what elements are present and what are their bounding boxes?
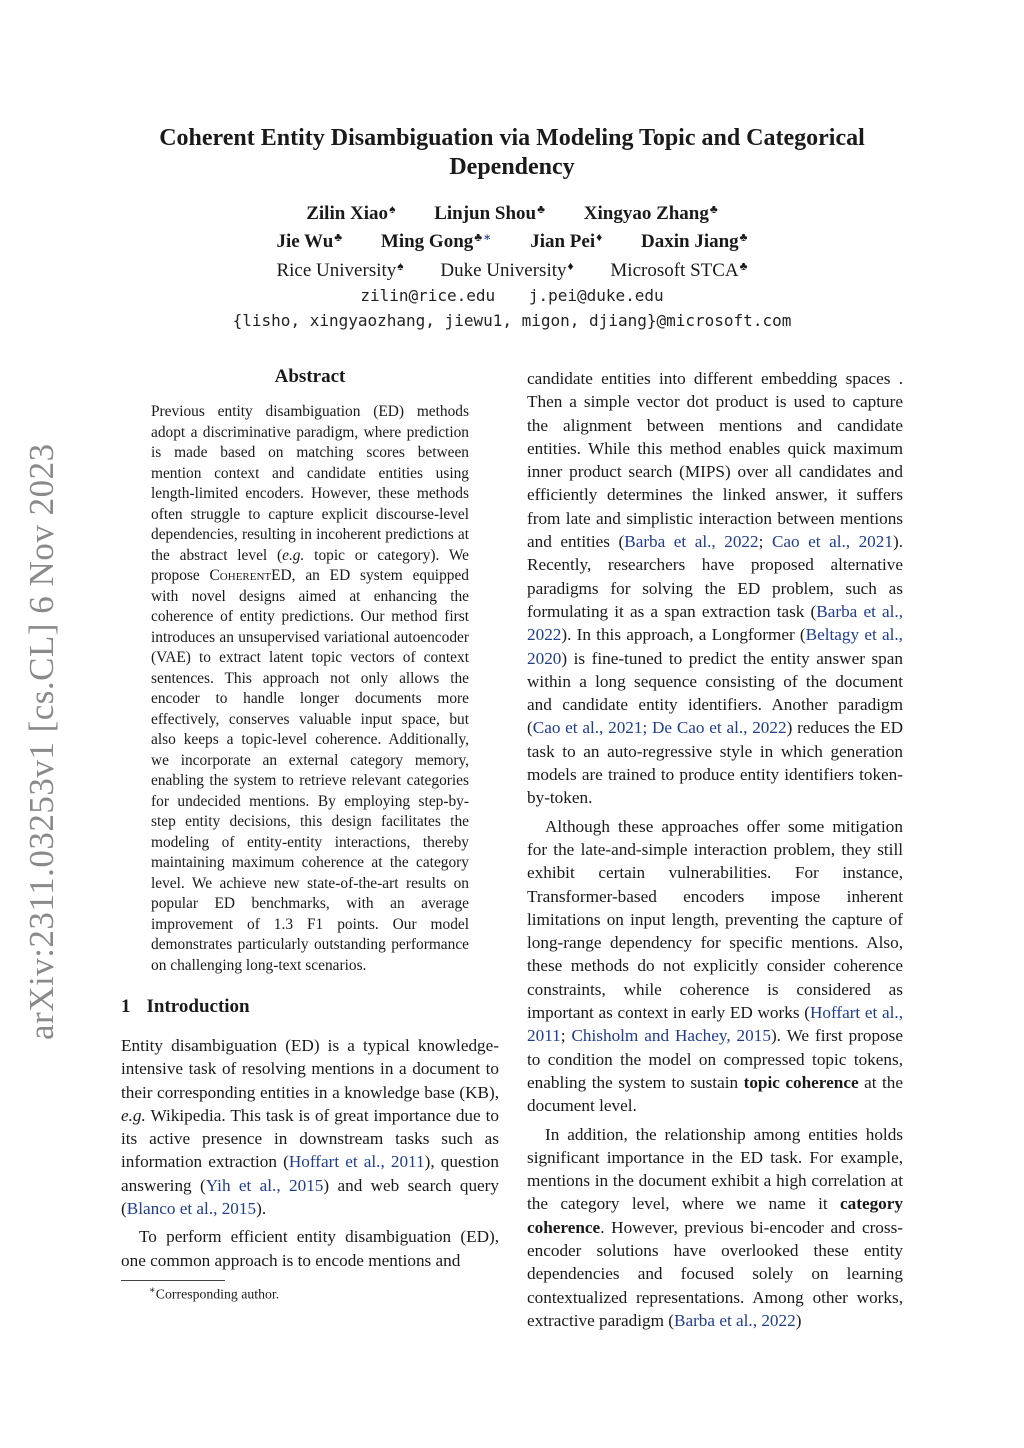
- author: Linjun Shou♣: [434, 202, 545, 224]
- affiliation-mark: ♠: [389, 202, 396, 216]
- affiliation-mark: ♣: [474, 230, 483, 244]
- author-row-2: [120, 230, 904, 253]
- citation-link[interactable]: Cao et al., 2021: [771, 532, 893, 552]
- intro-paragraph-2: To perform efficient entity disambiguation (ED), one common approach is to encode mentions and: [121, 1227, 499, 1270]
- affiliation: Duke University♦: [440, 259, 574, 281]
- citation-link[interactable]: Barba et al., 2022: [527, 601, 903, 645]
- right-paragraph-1: candidate entities into different embedding spaces . Then a simple vector dot product is used to capture the alignment between mentions and candidate entities. While this method enables quick maximum inner product search (MIPS) over all candidates and efficiently determines the linked answer, it suffers from late and simplistic interaction between mentions and entities (Barba et al., 2022; Cao et al., 2021). Recently, researchers have proposed alternative paradigms for solving the ED problem, such as formulating it as a span extraction task (Barba et al., 2022). In this approach, a Longformer (Beltagy et al., 2020) is fine-tuned to predict the entity answer span within a long sequence consisting of the document and candidate entity identifiers. Another paradigm (Cao et al., 2021; De Cao et al., 2022) reduces the ED task to an auto-regressive style in which generation models are trained to produce entity identifiers token-by-token.: [527, 369, 904, 808]
- citation-link[interactable]: Chisholm and Hachey, 2015: [571, 1026, 771, 1046]
- affiliation-mark: ♦: [596, 230, 603, 244]
- system-name: CoherentED: [209, 567, 292, 584]
- author: Ming Gong♣∗: [380, 230, 492, 252]
- emphasis-topic-coherence: topic coherence: [743, 1072, 859, 1092]
- citation-link[interactable]: Beltagy et al., 2020: [527, 625, 903, 668]
- author: Daxin Jiang♣: [641, 230, 748, 252]
- citation-link[interactable]: Cao et al., 2021; De Cao et al., 2022: [532, 718, 787, 738]
- section-heading-introduction: 1 Introduction: [121, 996, 250, 1017]
- email-row-1: [120, 286, 904, 305]
- affiliation-mark: ♣: [537, 202, 545, 216]
- affiliation-mark: ♦: [567, 259, 574, 273]
- author: Jian Pei♦: [530, 230, 603, 252]
- citation-link[interactable]: Hoffart et al., 2011: [527, 1003, 903, 1046]
- footnote-divider: [121, 1280, 225, 1281]
- affiliation-mark: ♠: [397, 259, 404, 273]
- affiliation-mark: ♣: [334, 230, 343, 244]
- affiliation: Rice University♠: [276, 259, 404, 281]
- abstract-body: Previous entity disambiguation (ED) methods adopt a discriminative paradigm, where prediction is made based on matching scores between mention context and candidate entities using length-limited encoders. However, these methods often struggle to capture explicit discourse-level dependencies, resulting in incoherent predictions at the abstract level (e.g. topic or category). We propose CoherentED, an ED system equipped with novel designs aimed at enhancing the coherence of entity predictions. Our method first introduces an unsupervised variational autoencoder (VAE) to extract latent topic vectors of context sentences. This approach not only allows the encoder to handle longer documents more effectively, conserves valuable input space, but also keeps a topic-level coherence. Additionally, we incorporate an external category memory, enabling the system to retrieve relevant categories for undecided mentions. By employing step-by-step entity decisions, this design facilitates the modeling of entity-entity interactions, thereby maintaining maximum coherence at the category level. We achieve new state-of-the-art results on popular ED benchmarks, with an average improvement of 1.3 F1 points. Our model demonstrates particularly outstanding performance on challenging long-text scenarios.: [151, 403, 469, 974]
- corresponding-author-mark[interactable]: ∗: [483, 230, 492, 244]
- footnote: ∗Corresponding author.: [149, 1284, 280, 1302]
- affiliation-mark: ♣: [739, 259, 748, 273]
- email: zilin@rice.edu: [360, 286, 496, 305]
- footnote-mark: ∗: [149, 1284, 156, 1296]
- left-column: [121, 366, 499, 1303]
- author: Jie Wu♣: [276, 230, 343, 252]
- email-row-2: [120, 311, 904, 330]
- citation-link[interactable]: Barba et al., 2022: [673, 1310, 796, 1330]
- emphasis-category-coherence: category coherence: [527, 1194, 903, 1237]
- author: Zilin Xiao♠: [306, 202, 396, 224]
- citation-link[interactable]: Hoffart et al., 2011: [288, 1152, 425, 1172]
- intro-paragraph-1: Entity disambiguation (ED) is a typical knowledge-intensive task of resolving mentions in a document to their corresponding entities in a knowledge base (KB), e.g. Wikipedia. This task is of great importance due to its active presence in downstream tasks such as information extraction (Hoffart et al., 2011), question answering (Yih et al., 2015) and web search query (Blanco et al., 2015).: [121, 1036, 499, 1219]
- right-paragraph-2: Although these approaches offer some mitigation for the late-and-simple interaction problem, they still exhibit certain vulnerabilities. For instance, Transformer-based encoders impose inherent limitations on input length, preventing the capture of long-range dependency for specific mentions. Also, these methods do not explicitly consider coherence constraints, while coherence is considered as important as context in early ED works (Hoffart et al., 2011; Chisholm and Hachey, 2015). We first propose to condition the model on compressed topic tokens, enabling the system to sustain topic coherence at the document level.: [527, 816, 904, 1116]
- author-row-1: [120, 202, 904, 225]
- right-paragraph-3: In addition, the relationship among entities holds significant importance in the ED task. For example, mentions in the document exhibit a high correlation at the category level, where we name it category coherence. However, previous bi-encoder and cross-encoder solutions have overlooked these entity dependencies and focused solely on learning contextualized representations. Among other works, extractive paradigm (Barba et al., 2022): [527, 1124, 903, 1330]
- citation-link[interactable]: Yih et al., 2015: [205, 1175, 324, 1195]
- email: j.pei@duke.edu: [528, 286, 664, 305]
- email: {lisho, xingyaozhang, jiewu1, migon, djiang}@microsoft.com: [232, 311, 792, 330]
- affiliation: Microsoft STCA♣: [610, 259, 748, 281]
- title-line-2: Dependency: [449, 154, 575, 180]
- abstract-heading: Abstract: [274, 366, 346, 387]
- affiliation-mark: ♣: [709, 202, 718, 216]
- paper-title: [120, 124, 904, 182]
- right-column: [527, 367, 903, 1332]
- arxiv-identifier: arXiv:2311.03253v1 [cs.CL] 6 Nov 2023: [22, 443, 61, 1040]
- author: Xingyao Zhang♣: [583, 202, 718, 224]
- title-line-1: Coherent Entity Disambiguation via Modeling Topic and Categorical: [159, 125, 865, 151]
- citation-link[interactable]: Barba et al., 2022: [624, 532, 759, 552]
- affiliations: [120, 259, 904, 282]
- citation-link[interactable]: Blanco et al., 2015: [126, 1199, 257, 1219]
- affiliation-mark: ♣: [739, 230, 748, 244]
